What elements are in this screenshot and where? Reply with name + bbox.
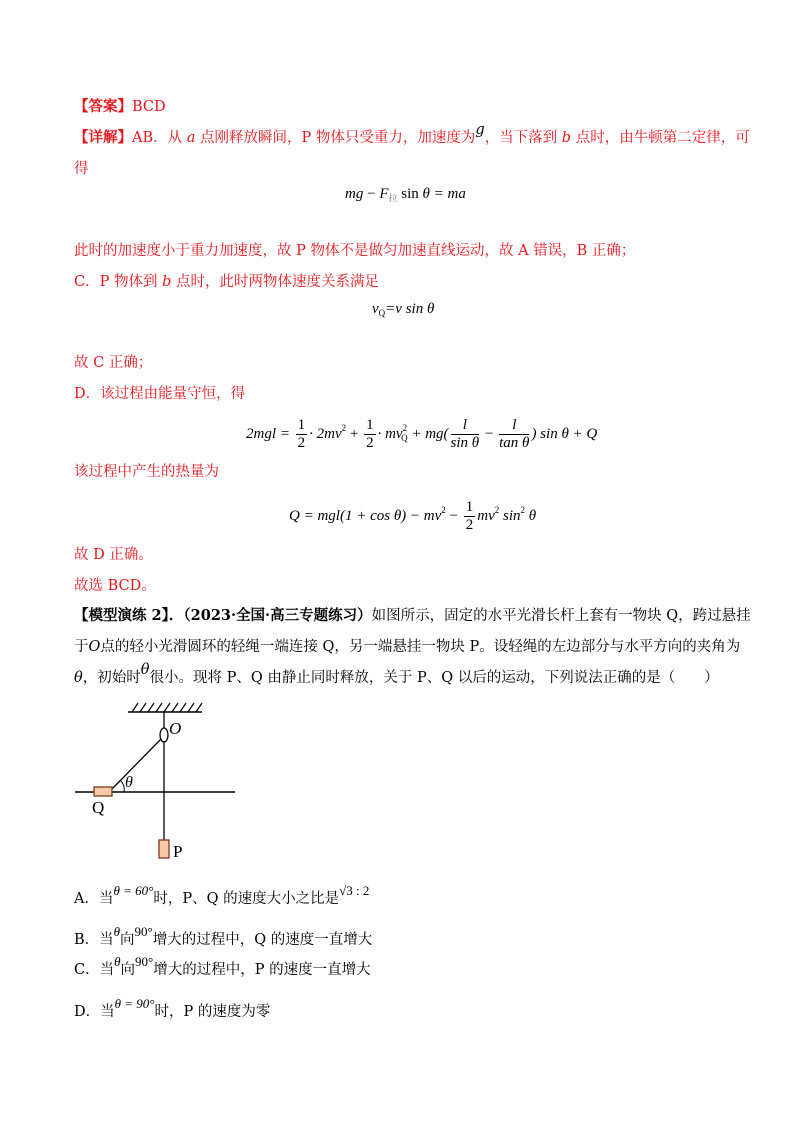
frac-num: l: [512, 417, 517, 434]
eq-term: mv: [477, 508, 495, 524]
frac-den: tan θ: [499, 435, 530, 452]
option-text: 时，P 的速度为零: [154, 1004, 271, 1020]
var-O: O: [88, 639, 101, 655]
option-math: θ = 60°: [113, 883, 154, 898]
eq-sup: 2: [341, 423, 347, 433]
block-P: [159, 840, 169, 858]
label-P: P: [173, 842, 183, 861]
eq-term: sin: [397, 186, 419, 202]
detail-text: 点时，此时两物体速度关系满足: [175, 274, 379, 290]
eq-term: F: [379, 186, 389, 202]
option-text: A．当: [74, 891, 114, 907]
option-text: 向: [120, 932, 135, 948]
eq-sup: 2: [441, 505, 446, 515]
option-B: [74, 924, 373, 951]
option-math: θ: [114, 954, 121, 969]
problem-line2: [74, 636, 740, 658]
answer-label: 【答案】: [74, 98, 132, 115]
detail-text: 点刚释放瞬间，P 物体只受重力，加速度为: [200, 130, 476, 146]
option-A: [74, 883, 370, 910]
problem-text: 很小。现将 P、Q 由静止同时释放，关于 P、Q 以后的运动，下列说法正确的是（ ）: [149, 670, 719, 686]
problem-line1: [74, 605, 751, 627]
problem-text: ，初始时: [82, 670, 141, 686]
detail-text: 点时，由牛顿第二定律，可: [575, 130, 750, 146]
option-text: 增大的过程中，Q 的速度一直增大: [152, 932, 373, 948]
ring: [160, 728, 168, 742]
detail-c-conclusion: 故 C 正确；: [74, 355, 153, 371]
option-math: √3 : 2: [339, 883, 370, 898]
frac-den: 2: [366, 435, 374, 452]
frac-den: 2: [465, 517, 474, 534]
eq-term: Q = mgl(1 + cos θ) − mv: [289, 508, 442, 524]
eq-term: ) sin θ + Q: [531, 426, 598, 442]
frac-num: l: [462, 417, 467, 434]
var-theta: θ: [74, 670, 83, 686]
detail-d-line: D．该过程由能量守恒，得: [74, 386, 246, 402]
detail-text: ，当下落到: [484, 130, 558, 146]
eq-term: · mv: [377, 426, 403, 442]
fraction-half: [464, 499, 476, 534]
detail-final: 故选 BCD。: [74, 578, 156, 594]
block-Q: [94, 787, 112, 796]
eq-term: · 2mv: [309, 426, 342, 442]
label-Q: Q: [92, 798, 105, 817]
eq-term: −: [481, 426, 498, 442]
fraction-l-sin: [451, 417, 480, 452]
detail-text: C．P 物体到: [74, 274, 158, 290]
option-text: D．当: [74, 1004, 115, 1020]
fraction-half: [296, 417, 308, 452]
eq-term: mg: [345, 186, 364, 202]
eq-term: =v sin θ: [385, 301, 435, 317]
pulley-diagram: [60, 695, 260, 870]
problem-tag: 【模型演练 2】: [74, 607, 169, 624]
var-b: b: [561, 130, 572, 146]
label-O: O: [169, 719, 182, 738]
eq-term: θ: [525, 508, 537, 524]
option-text: 时，P、Q 的速度大小之比是: [153, 891, 340, 907]
eq-sub: Q: [378, 308, 386, 318]
eq-sub: Q: [401, 433, 408, 443]
var-g: g: [475, 122, 485, 138]
equation-heat: [289, 492, 536, 534]
detail-label: 【详解】: [74, 129, 132, 146]
eq-sub: 拉: [388, 193, 398, 203]
eq-term: +: [346, 426, 359, 442]
detail-ab-line2: 得: [74, 161, 89, 177]
option-math: θ: [113, 924, 121, 939]
option-text: 增大的过程中，P 的速度一直增大: [153, 962, 371, 978]
option-D: [74, 996, 271, 1023]
problem-text: 如图所示，固定的水平光滑长杆上套有一物块 Q，跨过悬挂: [371, 608, 751, 624]
var-a: a: [186, 130, 196, 146]
eq-term: θ: [422, 186, 430, 202]
option-text: C．当: [74, 962, 115, 978]
equation-velocity: [372, 301, 434, 318]
equation-newton: [345, 186, 466, 204]
eq-sup: 2: [520, 505, 526, 515]
option-math: θ = 90°: [114, 996, 155, 1011]
detail-ab-line1: [74, 122, 750, 149]
angle-arc: [121, 781, 124, 792]
option-math: 90°: [135, 954, 154, 969]
detail-d-conclusion: 故 D 正确。: [74, 547, 153, 563]
eq-term: −: [445, 508, 462, 524]
eq-term: = ma: [429, 186, 466, 202]
eq-term: + mg(: [407, 426, 449, 442]
option-math: 90°: [134, 924, 153, 939]
eq-sup: 2: [494, 505, 500, 515]
problem-text: 点的轻小光滑圆环的轻绳一端连接 Q，另一端悬挂一物块 P。设轻绳的左边部分与水平方向的夹角为: [100, 639, 741, 655]
ceiling-hatch: [132, 703, 202, 712]
detail-c-line: [74, 271, 379, 293]
equation-energy: [246, 410, 597, 456]
problem-text: 于: [74, 639, 89, 655]
fraction-l-tan: [499, 417, 529, 452]
frac-num: 1: [465, 499, 474, 516]
eq-term: 2mgl =: [246, 426, 290, 442]
var-b: b: [162, 274, 172, 290]
problem-line3: [74, 662, 719, 689]
option-text: B．当: [74, 932, 114, 948]
answer-value: BCD: [132, 99, 166, 115]
eq-term: sin: [499, 508, 521, 524]
detail-heat-line: 该过程中产生的热量为: [74, 464, 219, 480]
eq-term: v: [372, 301, 379, 317]
frac-num: 1: [366, 417, 374, 434]
frac-den: 2: [297, 435, 306, 452]
problem-source: ．（2023·全国·高三专题练习）: [168, 607, 372, 624]
frac-den: sin θ: [450, 435, 480, 452]
detail-ab-conclusion: 此时的加速度小于重力加速度，故 P 物体不是做匀加速直线运动，故 A 错误，B 正确；: [74, 243, 636, 259]
frac-num: 1: [297, 417, 306, 434]
option-text: 向: [120, 962, 135, 978]
option-C: [74, 954, 371, 981]
rope-left: [112, 739, 161, 789]
eq-sup: 2: [402, 423, 408, 433]
detail-text: AB．从: [132, 130, 183, 146]
label-theta: θ: [125, 774, 133, 791]
var-theta: θ: [140, 662, 150, 678]
answer-line: [74, 96, 166, 118]
fraction-half: [364, 417, 376, 452]
eq-term: −: [363, 186, 380, 202]
